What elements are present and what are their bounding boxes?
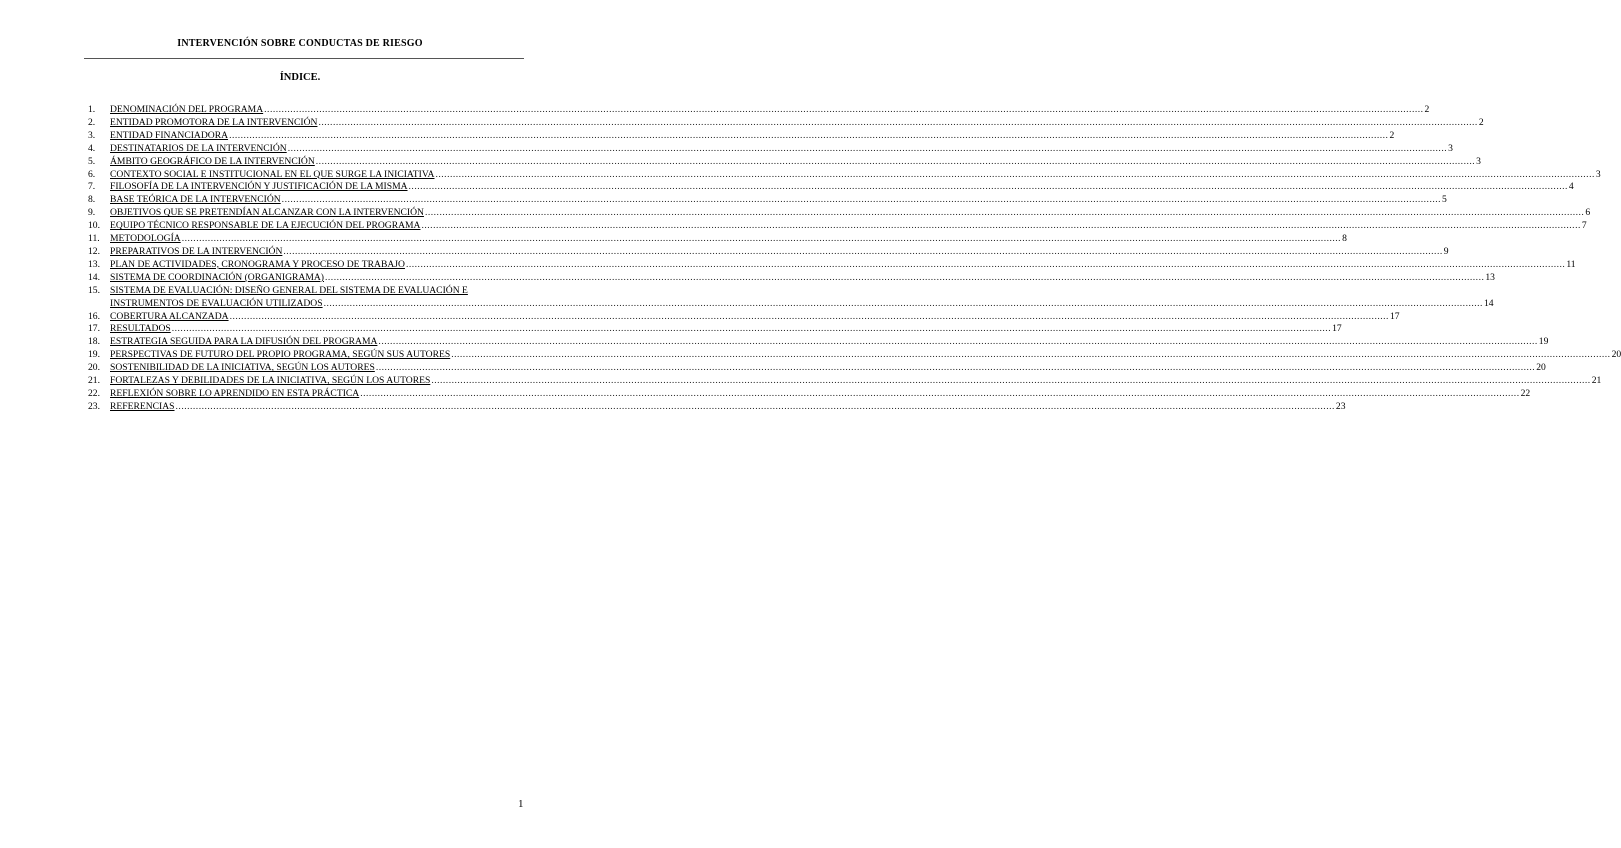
toc-entry-number: 19. [88,349,100,361]
toc-entry[interactable] [88,310,1400,324]
toc-dot-leader: ................................................................................................................................................................................................................................................................................................................................................................................................................ [315,155,1476,167]
toc-entry-number: 3. [88,129,96,141]
toc-entry[interactable] [88,258,1576,272]
toc-entry-page: 14 [1483,297,1494,309]
toc-entry-title: ÁMBITO GEOGRÁFICO DE LA INTERVENCIÓN [110,155,315,167]
toc-entry-page: 3 [1595,168,1601,180]
table-of-contents [88,104,1621,414]
toc-entry-title: METODOLOGÍA [110,233,181,245]
toc-dot-leader: ................................................................................................................................................................................................................................................................................................................................................................................................................ [435,168,1595,180]
toc-dot-leader: ................................................................................................................................................................................................................................................................................................................................................................................................................ [421,220,1581,232]
header-divider [84,58,524,59]
toc-entry-number: 2. [88,116,96,128]
toc-dot-leader: ................................................................................................................................................................................................................................................................................................................................................................................................................ [325,271,1485,283]
toc-entry-page: 20 [1611,349,1621,361]
toc-dot-leader: ................................................................................................................................................................................................................................................................................................................................................................................................................ [323,297,1483,309]
toc-entry-title: BASE TEÓRICA DE LA INTERVENCIÓN [110,194,281,206]
page-number: 1 [518,798,524,810]
toc-dot-leader: ................................................................................................................................................................................................................................................................................................................................................................................................................ [424,207,1585,219]
toc-entry[interactable] [88,362,1546,375]
toc-entry-title-line1: SISTEMA DE EVALUACIÓN: DISEÑO GENERAL DEL SISTEMA DE EVALUACIÓN E [110,284,468,296]
toc-dot-leader: ................................................................................................................................................................................................................................................................................................................................................................................................................ [408,181,1568,193]
toc-entry-title: OBJETIVOS QUE SE PRETENDÍAN ALCANZAR CON LA INTERVENCIÓN [110,207,424,219]
toc-entry-page: 4 [1568,181,1574,193]
toc-entry-number: 7. [88,181,96,193]
toc-entry-page: 17 [1389,310,1400,322]
toc-dot-leader: ................................................................................................................................................................................................................................................................................................................................................................................................................ [451,349,1611,361]
toc-entry-title: FILOSOFÍA DE LA INTERVENCIÓN Y JUSTIFICACIÓN DE LA MISMA [110,181,408,193]
toc-entry-number: 9. [88,207,96,219]
toc-entry-title: PLAN DE ACTIVIDADES, CRONOGRAMA Y PROCESO DE TRABAJO [110,258,405,270]
toc-entry[interactable] [88,194,1447,207]
toc-dot-leader: ................................................................................................................................................................................................................................................................................................................................................................................................................ [264,104,1424,115]
toc-entry-number: 23. [88,400,100,412]
toc-entry-number: 11. [88,233,100,245]
toc-entry[interactable] [88,129,1395,143]
toc-dot-leader: ................................................................................................................................................................................................................................................................................................................................................................................................................ [281,194,1442,206]
toc-dot-leader: ................................................................................................................................................................................................................................................................................................................................................................................................................ [229,310,1389,322]
toc-entry-title: FORTALEZAS Y DEBILIDADES DE LA INICIATIVA, SEGÚN LOS AUTORES [110,375,431,387]
toc-entry-title: DENOMINACIÓN DEL PROGRAMA [110,104,264,115]
toc-entry[interactable] [88,323,1342,336]
toc-entry-page: 9 [1443,245,1449,257]
toc-dot-leader: ................................................................................................................................................................................................................................................................................................................................................................................................................ [360,387,1520,399]
toc-entry-page: 8 [1342,233,1347,245]
toc-entry-number: 14. [88,271,100,283]
toc-entry-number: 22. [88,387,100,399]
toc-entry-title: ENTIDAD PROMOTORA DE LA INTERVENCIÓN [110,116,318,128]
toc-entry-number: 6. [88,168,96,180]
toc-entry-page: 13 [1485,271,1495,283]
toc-entry-number: 16. [88,310,100,322]
toc-entry[interactable] [88,207,1591,220]
toc-entry-title: COBERTURA ALCANZADA [110,310,229,322]
toc-dot-leader: ................................................................................................................................................................................................................................................................................................................................................................................................................ [318,116,1478,128]
toc-entry-page: 20 [1536,362,1546,374]
toc-entry-page: 22 [1520,387,1531,399]
toc-entry[interactable] [88,168,1601,182]
toc-entry[interactable] [88,155,1481,169]
toc-entry-page: 2 [1478,116,1484,128]
toc-entry[interactable] [88,271,1495,285]
toc-entry-number: 1. [88,104,96,115]
toc-entry-page: 11 [1566,258,1576,270]
toc-entry-page: 3 [1476,155,1481,167]
toc-entry-number: 18. [88,336,100,348]
toc-entry[interactable] [88,375,1602,388]
toc-entry-title: SOSTENIBILIDAD DE LA INICIATIVA, SEGÚN LOS AUTORES [110,362,375,374]
toc-entry-number: 17. [88,323,100,335]
toc-entry-title: RESULTADOS [110,323,171,335]
toc-dot-leader: ................................................................................................................................................................................................................................................................................................................................................................................................................ [171,323,1332,335]
toc-entry[interactable] [88,336,1549,349]
toc-entry-number: 10. [88,220,100,232]
toc-dot-leader: ................................................................................................................................................................................................................................................................................................................................................................................................................ [229,129,1389,141]
toc-entry-title: ENTIDAD FINANCIADORA [110,129,229,141]
toc-entry-page: 3 [1448,142,1453,154]
toc-dot-leader: ................................................................................................................................................................................................................................................................................................................................................................................................................ [181,233,1342,245]
toc-entry-title: PERSPECTIVAS DE FUTURO DEL PROPIO PROGRAMA, SEGÚN SUS AUTORES [110,349,451,361]
toc-entry[interactable] [88,181,1574,194]
toc-entry-title: ESTRATEGIA SEGUIDA PARA LA DIFUSIÓN DEL PROGRAMA [110,336,378,348]
toc-dot-leader: ................................................................................................................................................................................................................................................................................................................................................................................................................ [405,258,1566,270]
index-title: ÍNDICE. [279,72,321,83]
toc-entry-page: 5 [1442,194,1447,206]
toc-entry-number: 4. [88,142,96,154]
toc-entry-title: DESTINATARIOS DE LA INTERVENCIÓN [110,142,287,154]
toc-entry[interactable] [88,104,1430,117]
toc-entry[interactable] [88,400,1346,414]
toc-entry-page: 7 [1581,220,1587,232]
toc-entry-number: 20. [88,362,100,374]
toc-entry-page: 21 [1591,375,1602,387]
toc-entry-title: CONTEXTO SOCIAL E INSTITUCIONAL EN EL QUE SURGE LA INICIATIVA [110,168,435,180]
toc-dot-leader: ................................................................................................................................................................................................................................................................................................................................................................................................................ [431,375,1591,387]
toc-entry-page: 2 [1389,129,1395,141]
toc-entry-number: 21. [88,375,100,387]
toc-dot-leader: ................................................................................................................................................................................................................................................................................................................................................................................................................ [287,142,1448,154]
toc-dot-leader: ................................................................................................................................................................................................................................................................................................................................................................................................................ [378,336,1538,348]
toc-entry-number: 12. [88,245,100,257]
toc-entry[interactable] [88,233,1347,246]
toc-entry[interactable] [88,142,1453,156]
toc-entry-title: PREPARATIVOS DE LA INTERVENCIÓN [110,245,283,257]
toc-entry-page: 19 [1538,336,1549,348]
toc-entry[interactable] [88,284,1494,311]
toc-dot-leader: ................................................................................................................................................................................................................................................................................................................................................................................................................ [283,245,1443,257]
toc-entry-page: 17 [1332,323,1342,335]
toc-entry[interactable] [88,116,1484,130]
toc-entry-number: 13. [88,258,100,270]
toc-entry-page: 23 [1335,400,1346,412]
toc-entry[interactable] [88,349,1621,362]
toc-dot-leader: ................................................................................................................................................................................................................................................................................................................................................................................................................ [175,400,1335,412]
page-header-title: INTERVENCIÓN SOBRE CONDUCTAS DE RIESGO [177,38,423,49]
toc-entry-number: 15. [88,284,100,296]
toc-entry-title: REFERENCIAS [110,400,175,412]
toc-entry-title: REFLEXIÓN SOBRE LO APRENDIDO EN ESTA PRÁCTICA [110,387,360,399]
toc-entry[interactable] [88,387,1531,401]
toc-entry-page: 6 [1585,207,1591,219]
toc-entry[interactable] [88,220,1587,233]
toc-entry-number: 8. [88,194,96,206]
toc-dot-leader: ................................................................................................................................................................................................................................................................................................................................................................................................................ [375,362,1536,374]
toc-entry-title: SISTEMA DE COORDINACIÓN (ORGANIGRAMA) [110,271,324,283]
toc-entry-page: 2 [1424,104,1430,115]
toc-entry-title-line2: INSTRUMENTOS DE EVALUACIÓN UTILIZADOS [110,297,323,309]
toc-entry-number: 5. [88,155,96,167]
toc-entry-title: EQUIPO TÉCNICO RESPONSABLE DE LA EJECUCIÓN DEL PROGRAMA [110,220,421,232]
toc-entry[interactable] [88,245,1449,259]
